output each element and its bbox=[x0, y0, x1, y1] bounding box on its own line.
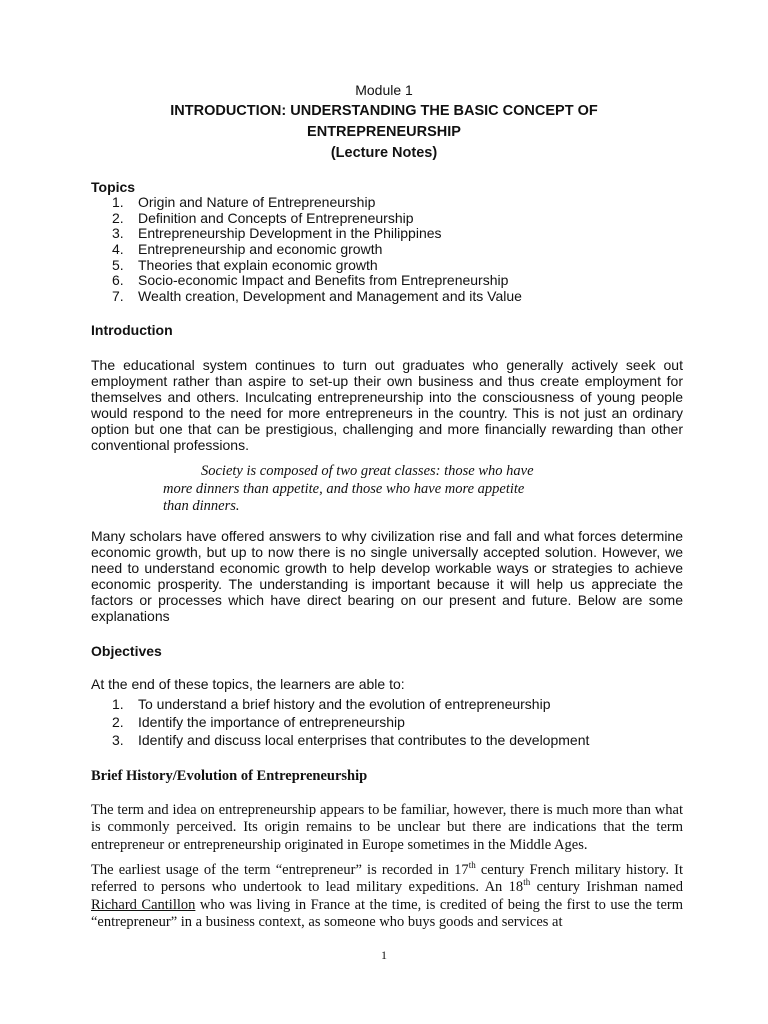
list-item: 4. Entrepreneurship and economic growth bbox=[112, 241, 383, 258]
topics-heading: Topics bbox=[91, 179, 136, 195]
objectives-list bbox=[112, 695, 589, 749]
scholars-paragraph: Many scholars have offered answers to why civilization rise and fall and what forces determine economic growth, but up to now there is no single universally accepted solution. However, we need to understand economic growth to help develop workable ways or strategies to achieve economic prosperity. The understanding is important because it will help us appreciate the factors or processes which have direct bearing on our present and future. Below are some explanations bbox=[91, 528, 683, 624]
history-heading: Brief History/Evolution of Entrepreneurship bbox=[91, 768, 368, 784]
quote-line: more dinners than appetite, and those who have more appetite bbox=[163, 480, 525, 497]
subtitle: (Lecture Notes) bbox=[330, 145, 438, 161]
list-item: 3. Entrepreneurship Development in the Philippines bbox=[112, 225, 442, 242]
list-item: 6. Socio-economic Impact and Benefits from Entrepreneurship bbox=[112, 272, 509, 289]
list-item: 1. Origin and Nature of Entrepreneurship bbox=[112, 194, 376, 210]
list-item: 7. Wealth creation, Development and Management and its Value bbox=[112, 288, 522, 305]
title-line-2: ENTREPRENEURSHIP bbox=[307, 124, 461, 140]
list-item: 5. Theories that explain economic growth bbox=[112, 256, 378, 273]
quote bbox=[163, 463, 583, 516]
person-name: Richard Cantillon bbox=[91, 896, 196, 913]
history-paragraph-2: The earliest usage of the term “entrepreneur” is recorded in 17th century French military history. It referred to persons who undertook to lead military expeditions. An 18th century Irishman named Richard Cantillon who was living in France at the time, is credited of being the first to use the term “entrepreneur” in a business context, as someone who buys goods and services at bbox=[91, 860, 683, 930]
objectives-lead: At the end of these topics, the learners are able to: bbox=[91, 676, 405, 692]
topics-list bbox=[112, 195, 522, 305]
page-number: 1 bbox=[381, 948, 387, 962]
quote-line: Society is composed of two great classes: those who have bbox=[201, 463, 534, 479]
introduction-heading: Introduction bbox=[91, 322, 173, 338]
list-item: 2. Definition and Concepts of Entrepreneurship bbox=[112, 209, 414, 226]
list-item: 1. To understand a brief history and the evolution of entrepreneurship bbox=[112, 696, 551, 712]
objectives-heading: Objectives bbox=[91, 643, 162, 659]
introduction-paragraph: The educational system continues to turn out graduates who generally actively seek out employment rather than aspire to set-up their own business and thus create employment for themselves and others. Inculcating entrepreneurship into the consciousness of young people would respond to the need for more entrepreneurs in the country. This is not just an ordinary option but one that can be prestigious, challenging and more financially rewarding than other conventional professions. bbox=[91, 357, 683, 453]
history-paragraph-1: The term and idea on entrepreneurship appears to be familiar, however, there is much more than what is commonly perceived. Its origin remains to be unclear but there are indications that the term entrepreneur or entrepreneurship originated in Europe sometimes in the Middle Ages. bbox=[91, 802, 683, 853]
list-item: 2. Identify the importance of entrepreneurship bbox=[112, 714, 405, 730]
list-item: 3. Identify and discuss local enterprises that contributes to the development bbox=[112, 732, 590, 748]
title-line-1: INTRODUCTION: UNDERSTANDING THE BASIC CONCEPT OF bbox=[170, 103, 598, 119]
module-label: Module 1 bbox=[355, 82, 413, 98]
quote-line: than dinners. bbox=[163, 498, 240, 514]
